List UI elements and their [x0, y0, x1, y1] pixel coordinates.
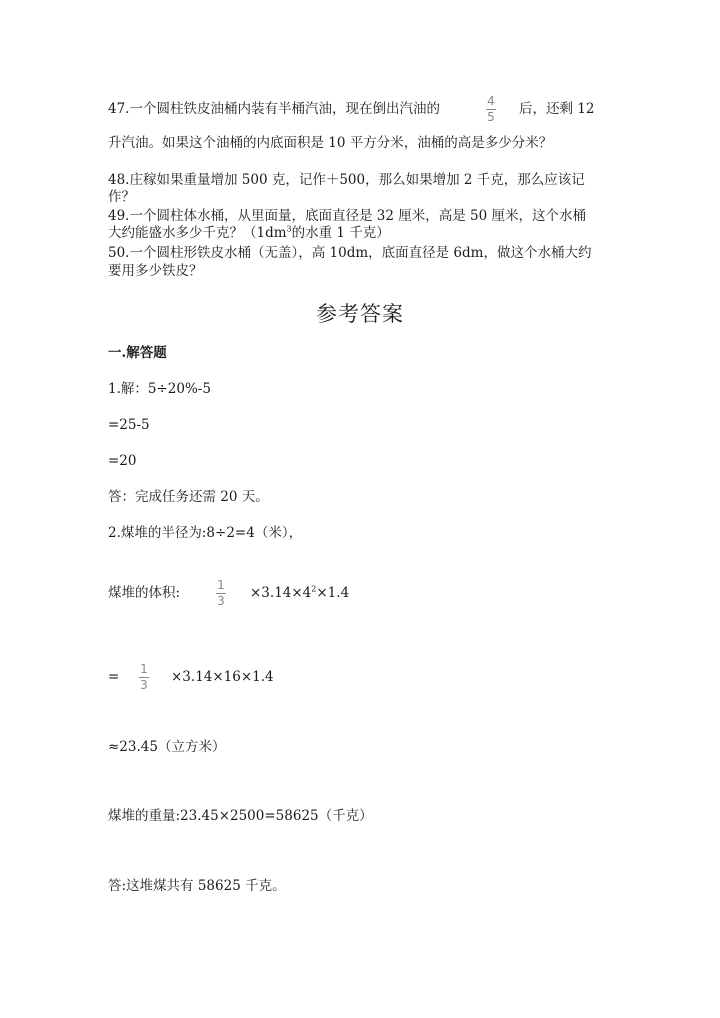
answer-key-title: 参考答案	[316, 302, 404, 326]
a2-line3-expression: ×3.14×16×1.4	[171, 669, 274, 685]
a2-line6: 答:这堆煤共有 58625 千克。	[108, 878, 286, 894]
a1-line1: 1.解：5÷20%-5	[108, 381, 211, 397]
q50-line2: 要用多少铁皮？	[108, 263, 203, 279]
q47-fraction-denominator: 5	[487, 110, 495, 124]
a1-line2: =25-5	[108, 417, 150, 433]
q47-line2: 升汽油。如果这个油桶的内底面积是 10 平方分米，油桶的高是多少分米？	[108, 135, 553, 151]
q48-line1: 48.庄稼如果重量增加 500 克，记作＋500，那么如果增加 2 千克，那么应该记	[108, 172, 585, 188]
a1-line3: =20	[108, 453, 137, 469]
a2-line4: ≈23.45（立方米）	[108, 739, 226, 755]
q48-line2: 作？	[108, 189, 135, 205]
q47-fraction-numerator: 4	[487, 94, 495, 108]
a2-line3-fraction	[139, 663, 149, 692]
a2-line2-fraction	[216, 579, 226, 608]
a2-line3-fraction-numerator: 1	[140, 662, 148, 676]
a2-line2-expression-b: ×1.4	[316, 585, 350, 601]
a2-line3-equals: =	[108, 669, 120, 685]
q49-line2-part-a: 大约能盛水多少千克？（1dm	[108, 225, 287, 241]
q49-line1: 49.一个圆柱体水桶，从里面量，底面直径是 32 厘米，高是 50 厘米，这个水桶	[108, 208, 586, 224]
q47-text-part2: 后，还剩 12	[519, 101, 595, 117]
a2-line1: 2.煤堆的半径为:8÷2=4（米），	[108, 525, 303, 541]
a2-line3-fraction-denominator: 3	[140, 678, 148, 692]
a2-volume-label: 煤堆的体积:	[108, 585, 181, 601]
a2-line5: 煤堆的重量:23.45×2500=58625（千克）	[108, 808, 373, 824]
q49-line2-superscript: 3	[286, 224, 292, 234]
a2-line2-expression	[250, 585, 349, 602]
a2-line2-expression-a: ×3.14×4	[250, 585, 312, 601]
a2-line2	[108, 578, 408, 608]
section-heading: 一.解答题	[108, 345, 167, 361]
a2-line2-superscript: 2	[311, 584, 317, 594]
q47-line1	[108, 94, 618, 124]
q47-text-part1: 47.一个圆柱铁皮油桶内装有半桶汽油，现在倒出汽油的	[108, 101, 440, 117]
q49-line2-part-b: 的水重 1 千克）	[291, 225, 390, 241]
a2-line3	[108, 662, 408, 692]
a2-line2-fraction-denominator: 3	[217, 594, 225, 608]
a1-line4: 答：完成任务还需 20 天。	[108, 489, 269, 505]
q47-fraction	[486, 95, 496, 124]
q50-line1: 50.一个圆柱形铁皮水桶（无盖），高 10dm，底面直径是 6dm，做这个水桶大约	[108, 245, 592, 261]
q49-line2	[108, 225, 390, 242]
a2-line2-fraction-numerator: 1	[217, 578, 225, 592]
